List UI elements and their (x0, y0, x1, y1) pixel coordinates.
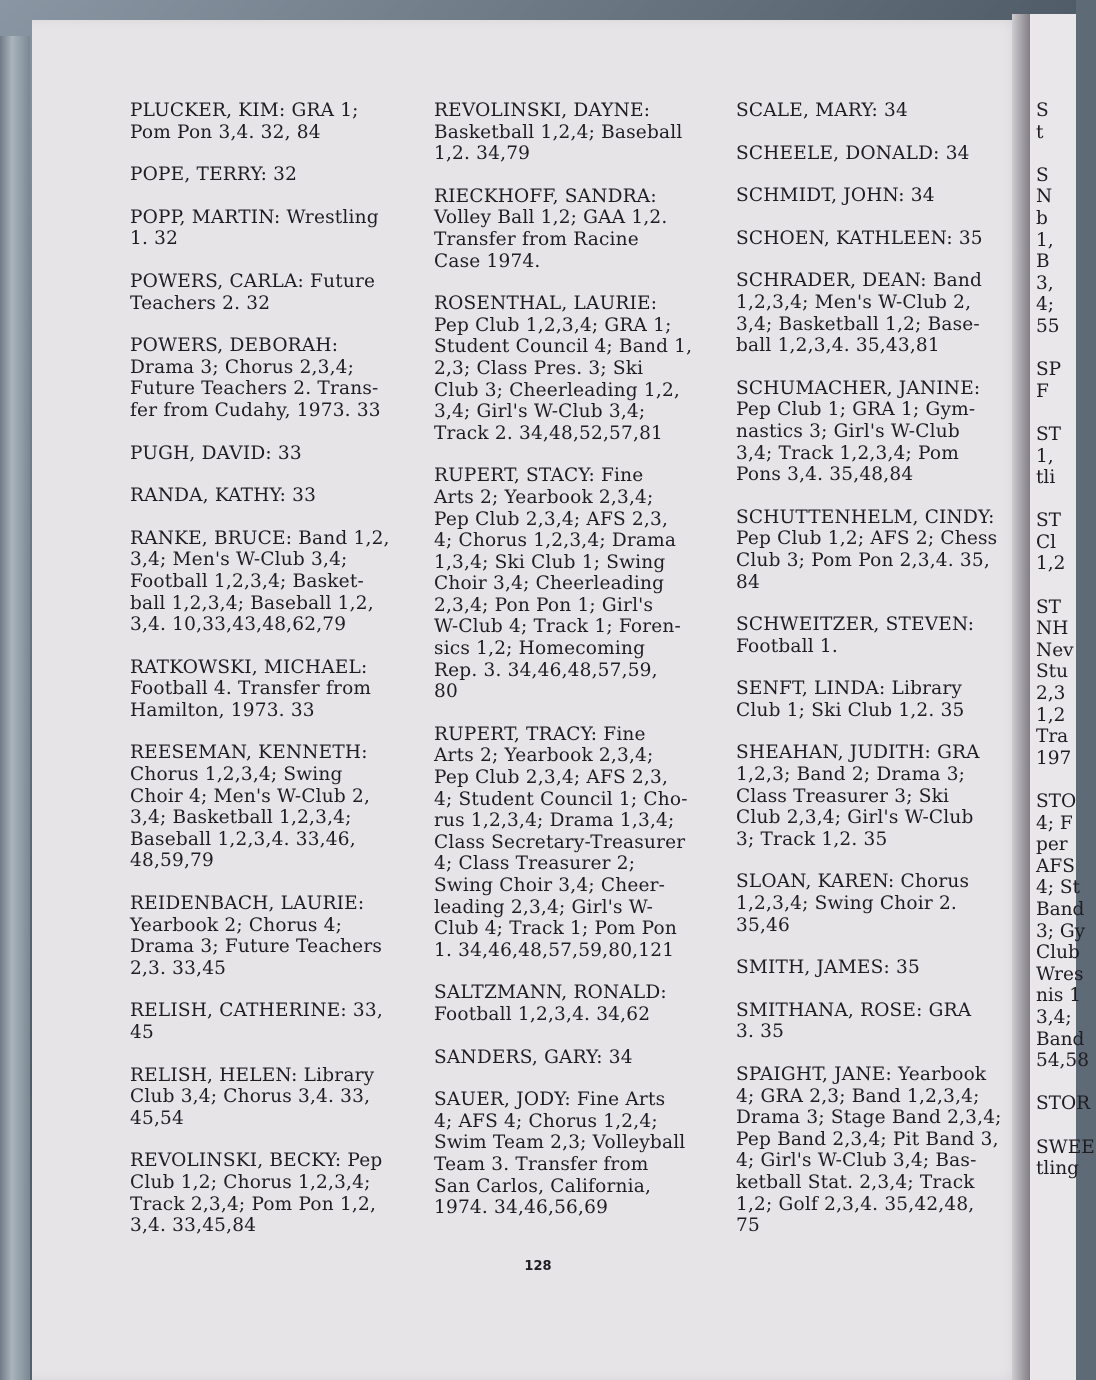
student-entry: RIECKHOFF, SANDRA: Volley Ball 1,2; GAA 1,2. Transfer from Racine Case 1974. (434, 185, 668, 272)
index-column-2 (434, 100, 719, 1240)
student-entry: RANDA, KATHY: 33 (130, 485, 317, 507)
student-entry: ROSENTHAL, LAURIE: Pep Club 1,2,3,4; GRA 1; Student Council 4; Band 1, 2,3; Class Pres. 3; Ski Club 3; Cheerleading 1,2, 3,4; Girl's W-Club 3,4; Track 2. 34,48,52,57,81 (434, 293, 693, 444)
student-entry: SANDERS, GARY: 34 (434, 1046, 633, 1068)
index-column-1 (130, 100, 415, 1258)
student-entry: REIDENBACH, LAURIE: Yearbook 2; Chorus 4; Drama 3; Future Teachers 2,3. 33,45 (130, 893, 383, 979)
student-entry: SCHEELE, DONALD: 34 (736, 142, 970, 164)
facing-page-text: S t S N b 1, B 3, 4; 55 SP F ST 1, tli ST Cl 1,2 ST NH Nev Stu 2,3 1,2 Tra 197 STO 4; F per AFS 4; St Band 3; Gy Club Wres nis 1 3,4; Band 54,58 STOR SWEE tling (1036, 100, 1095, 1180)
student-entry: RELISH, CATHERINE: 33, 45 (130, 1000, 383, 1043)
student-entry: SCHMIDT, JOHN: 34 (736, 185, 935, 207)
student-entry: PUGH, DAVID: 33 (130, 442, 302, 464)
student-entry: REVOLINSKI, DAYNE: Basketball 1,2,4; Baseball 1,2. 34,79 (434, 100, 683, 165)
student-entry: SPAIGHT, JANE: Yearbook 4; GRA 2,3; Band 1,2,3,4; Drama 3; Stage Band 2,3,4; Pep Band 2,3,4; Pit Band 3, 4; Girl's W-Club 3,4; Bas- ketball Stat. 2,3,4; Track 1,2; Golf 2,3,4. 35,42,48, 75 (736, 1064, 1002, 1237)
student-entry: PLUCKER, KIM: GRA 1; Pom Pon 3,4. 32, 84 (130, 100, 359, 143)
student-entry: SALTZMANN, RONALD: Football 1,2,3,4. 34,62 (434, 982, 667, 1025)
student-entry: POWERS, CARLA: Future Teachers 2. 32 (130, 270, 376, 314)
student-entry: POWERS, DEBORAH: Drama 3; Chorus 2,3,4; Future Teachers 2. Trans- fer from Cudahy, 1973. 33 (130, 335, 381, 421)
binder-edge (0, 36, 30, 1380)
student-entry: RUPERT, STACY: Fine Arts 2; Yearbook 2,3,4; Pep Club 2,3,4; AFS 2,3, 4; Chorus 1,2,3,4; Drama 1,3,4; Ski Club 1; Swing Choir 3,4; Cheerleading 2,3,4; Pon Pon 1; Girl's W-Club 4; Track 1; Foren- sics 1,2; Homecoming Rep. 3. 34,46,48,57,59, 80 (434, 465, 681, 703)
student-entry: REVOLINSKI, BECKY: Pep Club 1,2; Chorus 1,2,3,4; Track 2,3,4; Pom Pon 1,2, 3,4. 33,45,84 (130, 1150, 383, 1237)
student-entry: SMITHANA, ROSE: GRA 3. 35 (736, 999, 972, 1043)
student-entry: SCHRADER, DEAN: Band 1,2,3,4; Men's W-Club 2, 3,4; Basketball 1,2; Base- ball 1,2,3,4. 35,43,81 (736, 270, 982, 357)
student-entry: RATKOWSKI, MICHAEL: Football 4. Transfer from Hamilton, 1973. 33 (130, 656, 372, 721)
student-entry: SCHOEN, KATHLEEN: 35 (736, 227, 983, 249)
student-entry: RUPERT, TRACY: Fine Arts 2; Yearbook 2,3,4; Pep Club 2,3,4; AFS 2,3, 4; Student Council 1; Cho- rus 1,2,3,4; Drama 1,3,4; Class Secretary-Treasurer 4; Class Treasurer 2; Swing Choir 3,4; Cheer- leading 2,3,4; Girl's W- Club 4; Track 1; Pom Pon 1. 34,46,48,57,59,80,121 (434, 723, 688, 961)
student-entry: SCHWEITZER, STEVEN: Football 1. (736, 614, 975, 657)
student-entry: SLOAN, KAREN: Chorus 1,2,3,4; Swing Choir 2. 35,46 (736, 871, 970, 936)
student-entry: SMITH, JAMES: 35 (736, 957, 920, 979)
student-entry: SAUER, JODY: Fine Arts 4; AFS 4; Chorus 1,2,4; Swim Team 2,3; Volleyball Team 3. Transfer from San Carlos, California, 1974. 34,46,56,69 (434, 1089, 686, 1219)
student-entry: SCHUTTENHELM, CINDY: Pep Club 1,2; AFS 2; Chess Club 3; Pom Pon 2,3,4. 35, 84 (736, 506, 998, 593)
student-entry: POPP, MARTIN: Wrestling 1. 32 (130, 206, 379, 250)
student-entry: SCHUMACHER, JANINE: Pep Club 1; GRA 1; Gym- nastics 3; Girl's W-Club 3,4; Track 1,2,3,4; Pom Pons 3,4. 35,48,84 (736, 377, 981, 486)
page-number: 128 (524, 1259, 552, 1274)
student-entry: SENFT, LINDA: Library Club 1; Ski Club 1,2. 35 (736, 678, 965, 721)
student-entry: SHEAHAN, JUDITH: GRA 1,2,3; Band 2; Drama 3; Class Treasurer 3; Ski Club 2,3,4; Girl's W-Club 3; Track 1,2. 35 (736, 742, 980, 850)
student-entry: SCALE, MARY: 34 (736, 100, 908, 121)
student-entry: RANKE, BRUCE: Band 1,2, 3,4; Men's W-Club 3,4; Football 1,2,3,4; Basket- ball 1,2,3,4; Baseball 1,2, 3,4. 10,33,43,48,62,79 (130, 527, 390, 636)
index-column-3 (736, 100, 1021, 1258)
student-entry: REESEMAN, KENNETH: Chorus 1,2,3,4; Swing Choir 4; Men's W-Club 2, 3,4; Basketball 1,2,3,4; Baseball 1,2,3,4. 33,46, 48,59,79 (130, 742, 371, 872)
student-entry: POPE, TERRY: 32 (130, 164, 298, 186)
student-entry: RELISH, HELEN: Library Club 3,4; Chorus 3,4. 33, 45,54 (130, 1064, 375, 1129)
